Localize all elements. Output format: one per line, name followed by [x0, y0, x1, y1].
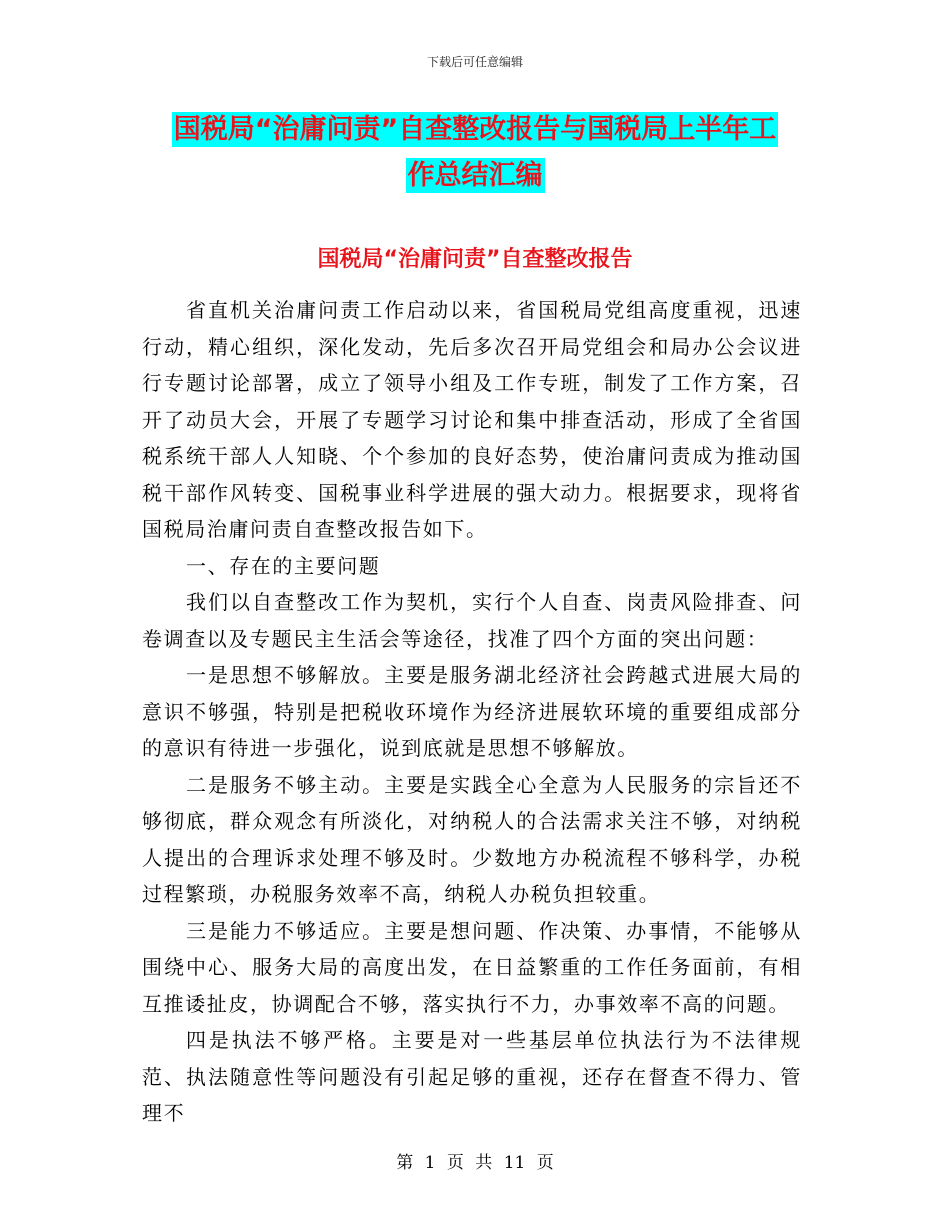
paragraph-item-1: 一是思想不够解放。主要是服务湖北经济社会跨越式进展大局的意识不够强，特别是把税收环境作为经济进展软环境的重要组成部分的意识有待进一步强化，说到底就是思想不够解放。	[142, 663, 802, 760]
paragraph-intro: 省直机关治庸问责工作启动以来，省国税局党组高度重视，迅速行动，精心组织，深化发动，先后多次召开局党组会和局办公会议进行专题讨论部署，成立了领导小组及工作专班，制发了工作方案，召开了动员大会，开展了专题学习讨论和集中排查活动，形成了全省国税系统干部人人知晓、个个参加的良好态势，使治庸问责成为推动国税干部作风转变、国税事业科学进展的强大动力。根据要求，现将省国税局治庸问责自查整改报告如下。	[142, 298, 802, 541]
paragraph-heading-problems: 一、存在的主要问题	[186, 553, 381, 578]
paragraph-item-2: 二是服务不够主动。主要是实践全心全意为人民服务的宗旨还不够彻底，群众观念有所淡化，对纳税人的合法需求关注不够，对纳税人提出的合理诉求处理不够及时。少数地方办税流程不够科学，办税过程繁琐，办税服务效率不高，纳税人办税负担较重。	[142, 772, 802, 906]
header-note: 下载后可任意编辑	[426, 55, 523, 69]
document-body	[142, 292, 802, 1132]
paragraph-item-3: 三是能力不够适应。主要是想问题、作决策、办事情，不能够从围绕中心、服务大局的高度出发，在日益繁重的工作任务面前，有相互推诿扯皮，协调配合不够，落实执行不力，办事效率不高的问题。	[142, 918, 802, 1016]
document-title-line-1	[0, 104, 950, 156]
section-title: 国税局“治庸问责”自查整改报告	[317, 247, 633, 272]
title-highlight-2: 作总结汇编	[407, 160, 543, 191]
document-title-line-2	[0, 150, 950, 202]
paragraph-overview: 我们以自查整改工作为契机，实行个人自查、岗责风险排查、问卷调查以及专题民主生活会等途径，找准了四个方面的突出问题：	[142, 590, 802, 651]
paragraph-item-4: 四是执法不够严格。主要是对一些基层单位执法行为不法律规范、执法随意性等问题没有引起足够的重视，还存在督查不得力、管理不	[142, 1028, 802, 1125]
page-footer: 第 1 页 共 11 页	[396, 1153, 554, 1173]
title-highlight-1: 国税局“治庸问责”自查整改报告与国税局上半年工	[173, 114, 777, 145]
